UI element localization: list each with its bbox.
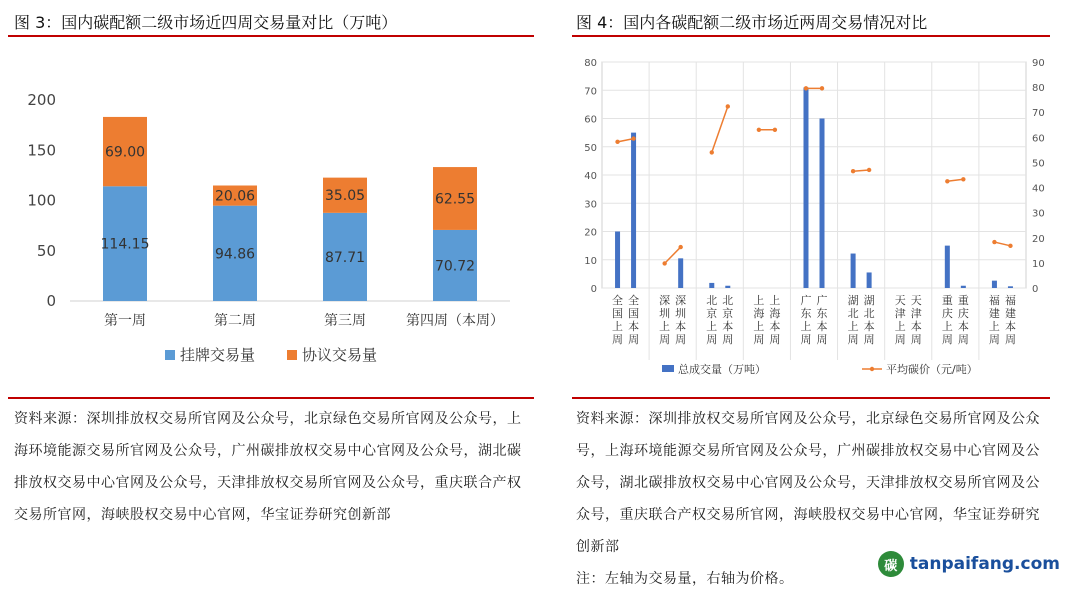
- figure-3-source: 资料来源：深圳排放权交易所官网及公众号，北京绿色交易所官网及公众号，上海环境能源交易所官网及公众号，广州碳排放权交易中心官网及公众号，湖北碳排放权交易中心官网及公众号，天津排放权交易所官网及公众号，重庆联合产权交易所官网，海峡股权交易中心官网，华宝证券研究创新部: [14, 411, 522, 523]
- data-label: 114.15: [100, 236, 150, 253]
- figure-4-top-rule: [572, 35, 1050, 37]
- x-tick-label-char: 本: [910, 320, 922, 333]
- y-left-tick-label: 10: [584, 255, 597, 267]
- x-tick-label-char: 周: [894, 333, 906, 346]
- figure-4-note: 注：左轴为交易量，右轴为价格。: [576, 571, 794, 587]
- x-tick-label-char: 本: [722, 320, 734, 333]
- bar: [631, 133, 636, 288]
- x-tick-label-char: 周: [800, 333, 812, 346]
- y-tick-label: 50: [36, 241, 56, 260]
- x-tick-label-char: 京: [706, 307, 718, 320]
- x-tick-label-char: 本: [628, 320, 640, 333]
- y-right-tick-label: 50: [1032, 158, 1045, 170]
- legend-label-bar: 总成交量（万吨）: [678, 363, 766, 376]
- y-left-tick-label: 30: [584, 199, 597, 211]
- x-tick-label-char: 津: [910, 307, 922, 320]
- x-tick-label-char: 上: [894, 320, 906, 333]
- x-tick-label-char: 本: [1004, 320, 1016, 333]
- legend-swatch: [165, 350, 175, 360]
- x-tick-label-char: 周: [612, 333, 624, 346]
- figure-3-bottom-rule: [8, 397, 534, 399]
- x-tick-label-char: 东: [816, 307, 828, 320]
- price-line-segment: [853, 170, 869, 171]
- figure-3-title: 图 3：国内碳配额二级市场近四周交易量对比（万吨）: [14, 13, 398, 32]
- bar: [961, 286, 966, 288]
- x-tick-label-char: 京: [722, 307, 734, 320]
- price-point: [678, 245, 682, 249]
- price-point: [773, 128, 777, 132]
- price-line-segment: [994, 242, 1010, 246]
- price-point: [867, 168, 871, 172]
- watermark: [878, 551, 1060, 577]
- y-right-tick-label: 80: [1032, 83, 1045, 95]
- x-tick-label-char: 庆: [941, 307, 953, 320]
- price-point: [710, 150, 714, 154]
- data-label: 62.55: [434, 191, 476, 208]
- x-tick-label-char: 上: [847, 320, 859, 333]
- x-tick-label-char: 上: [941, 320, 953, 333]
- x-tick-label-char: 广: [816, 294, 828, 307]
- x-tick-label-char: 福: [1004, 294, 1016, 307]
- data-label: 20.06: [214, 188, 256, 205]
- bar: [1008, 286, 1013, 288]
- bar: [851, 254, 856, 288]
- x-tick-label-char: 周: [628, 333, 640, 346]
- figure-3-chart: [0, 40, 540, 395]
- price-point: [820, 86, 824, 90]
- price-point: [851, 169, 855, 173]
- x-tick-label-char: 建: [1004, 307, 1016, 320]
- price-point: [961, 177, 965, 181]
- price-point: [631, 136, 635, 140]
- x-tick-label-char: 深: [675, 294, 687, 307]
- x-tick-label-char: 国: [612, 307, 624, 320]
- x-tick-label-char: 周: [1004, 333, 1016, 346]
- y-right-tick-label: 40: [1032, 183, 1045, 195]
- y-left-tick-label: 40: [584, 171, 597, 182]
- x-tick-label-char: 建: [988, 307, 1000, 320]
- x-tick-label-char: 重: [941, 294, 953, 307]
- x-tick-label-char: 全: [628, 294, 640, 307]
- x-tick-label-char: 周: [769, 333, 781, 346]
- x-tick-label: 第一周: [104, 313, 146, 329]
- figure-4-source-text: 资料来源：深圳排放权交易所官网及公众号，北京绿色交易所官网及公众号，上海环境能源交易所官网及公众号，广州碳排放权交易中心官网及公众号，湖北碳排放权交易中心官网及公众号，天津排放权交易所官网及公众号，重庆联合产权交易所官网，海峡股权交易中心官网，华宝证券研究创新部: [576, 411, 1040, 555]
- y-right-tick-label: 70: [1032, 108, 1045, 120]
- data-label: 87.71: [324, 249, 366, 266]
- price-point: [757, 128, 761, 132]
- y-right-tick-label: 10: [1032, 258, 1045, 270]
- x-tick-label-char: 上: [659, 320, 671, 333]
- price-point: [1008, 244, 1012, 248]
- legend-label: 挂牌交易量: [180, 346, 256, 364]
- bar: [709, 283, 714, 288]
- x-tick-label-char: 上: [988, 320, 1000, 333]
- price-point: [804, 86, 808, 90]
- y-right-tick-label: 20: [1032, 233, 1045, 245]
- price-point: [992, 240, 996, 244]
- y-right-tick-label: 0: [1032, 284, 1039, 295]
- y-right-tick-label: 30: [1032, 208, 1045, 220]
- data-label: 35.05: [324, 188, 366, 205]
- legend-label: 协议交易量: [302, 346, 378, 364]
- y-tick-label: 0: [46, 292, 56, 310]
- y-left-tick-label: 60: [584, 114, 597, 126]
- x-tick-label-char: 上: [612, 320, 624, 333]
- y-right-tick-label: 60: [1032, 133, 1045, 145]
- y-tick-label: 100: [27, 191, 56, 210]
- figure-3-panel: [0, 0, 540, 587]
- bar: [820, 119, 825, 289]
- x-tick-label-char: 本: [769, 320, 781, 333]
- x-tick-label-char: 本: [675, 320, 687, 333]
- x-tick-label-char: 周: [753, 333, 765, 346]
- bar: [992, 281, 997, 288]
- x-tick-label-char: 周: [659, 333, 671, 346]
- figure-4-bottom-rule: [572, 397, 1050, 399]
- price-line-segment: [712, 106, 728, 152]
- x-tick-label-char: 圳: [659, 307, 671, 320]
- x-tick-label-char: 福: [988, 294, 1000, 307]
- x-tick-label-char: 本: [863, 320, 875, 333]
- x-tick-label-char: 上: [706, 320, 718, 333]
- x-tick-label-char: 国: [628, 307, 640, 320]
- x-tick-label: 第三周: [324, 313, 366, 329]
- x-tick-label-char: 北: [847, 307, 859, 320]
- x-tick-label: 第四周（本周）: [406, 313, 504, 329]
- x-tick-label-char: 北: [706, 294, 718, 307]
- x-tick-label-char: 北: [722, 294, 734, 307]
- figure-3-top-rule: [8, 35, 534, 37]
- x-tick-label-char: 周: [941, 333, 953, 346]
- x-tick-label-char: 重: [957, 294, 969, 307]
- x-tick-label-char: 上: [753, 294, 765, 307]
- watermark-text: tanpaifang.com: [909, 554, 1060, 574]
- x-tick-label-char: 周: [910, 333, 922, 346]
- x-tick-label-char: 海: [769, 307, 781, 320]
- bar: [867, 272, 872, 288]
- bar: [945, 246, 950, 288]
- x-tick-label-char: 津: [894, 307, 906, 320]
- y-tick-label: 200: [27, 91, 56, 109]
- bar: [725, 286, 730, 288]
- x-tick-label-char: 周: [988, 333, 1000, 346]
- legend-swatch-marker: [870, 367, 874, 371]
- x-tick-label: 第二周: [214, 313, 256, 329]
- x-tick-label-char: 深: [659, 294, 671, 307]
- figure-4-panel: [564, 0, 1080, 587]
- price-point: [945, 179, 949, 183]
- legend-swatch: [287, 350, 297, 360]
- x-tick-label-char: 本: [957, 320, 969, 333]
- x-tick-label-char: 周: [722, 333, 734, 346]
- legend-label-line: 平均碳价（元/吨）: [886, 363, 978, 376]
- x-tick-label-char: 上: [753, 320, 765, 333]
- x-tick-label-char: 庆: [957, 307, 969, 320]
- price-point: [662, 261, 666, 265]
- x-tick-label-char: 周: [957, 333, 969, 346]
- bar: [678, 258, 683, 288]
- x-tick-label-char: 上: [769, 294, 781, 307]
- price-line-segment: [947, 179, 963, 181]
- y-left-tick-label: 0: [590, 284, 597, 295]
- data-label: 94.86: [214, 246, 256, 263]
- figure-4-title: 图 4：国内各碳配额二级市场近两周交易情况对比: [576, 13, 928, 32]
- data-label: 70.72: [434, 258, 476, 275]
- x-tick-label-char: 东: [800, 307, 812, 320]
- y-tick-label: 150: [27, 141, 56, 160]
- y-left-tick-label: 20: [584, 227, 597, 239]
- bar: [615, 232, 620, 289]
- x-tick-label-char: 圳: [675, 307, 687, 320]
- x-tick-label-char: 周: [675, 333, 687, 346]
- bar: [803, 87, 808, 288]
- legend-swatch-bar: [662, 365, 674, 372]
- watermark-logo-icon: 碳: [878, 551, 904, 577]
- x-tick-label-char: 全: [612, 294, 624, 307]
- y-left-tick-label: 50: [584, 142, 597, 154]
- x-tick-label-char: 上: [800, 320, 812, 333]
- x-tick-label-char: 海: [753, 307, 765, 320]
- x-tick-label-char: 天: [894, 294, 906, 307]
- price-point: [726, 104, 730, 108]
- x-tick-label-char: 周: [863, 333, 875, 346]
- x-tick-label-char: 周: [816, 333, 828, 346]
- x-tick-label-char: 周: [706, 333, 718, 346]
- y-left-tick-label: 80: [584, 58, 597, 69]
- data-label: 69.00: [104, 144, 146, 161]
- x-tick-label-char: 广: [800, 294, 812, 307]
- x-tick-label-char: 周: [847, 333, 859, 346]
- x-tick-label-char: 湖: [847, 294, 859, 307]
- y-left-tick-label: 70: [584, 86, 597, 98]
- price-point: [615, 140, 619, 144]
- x-tick-label-char: 湖: [863, 294, 875, 307]
- x-tick-label-char: 天: [910, 294, 922, 307]
- y-right-tick-label: 90: [1032, 58, 1045, 69]
- figure-4-chart: [564, 40, 1080, 395]
- x-tick-label-char: 本: [816, 320, 828, 333]
- x-tick-label-char: 北: [863, 307, 875, 320]
